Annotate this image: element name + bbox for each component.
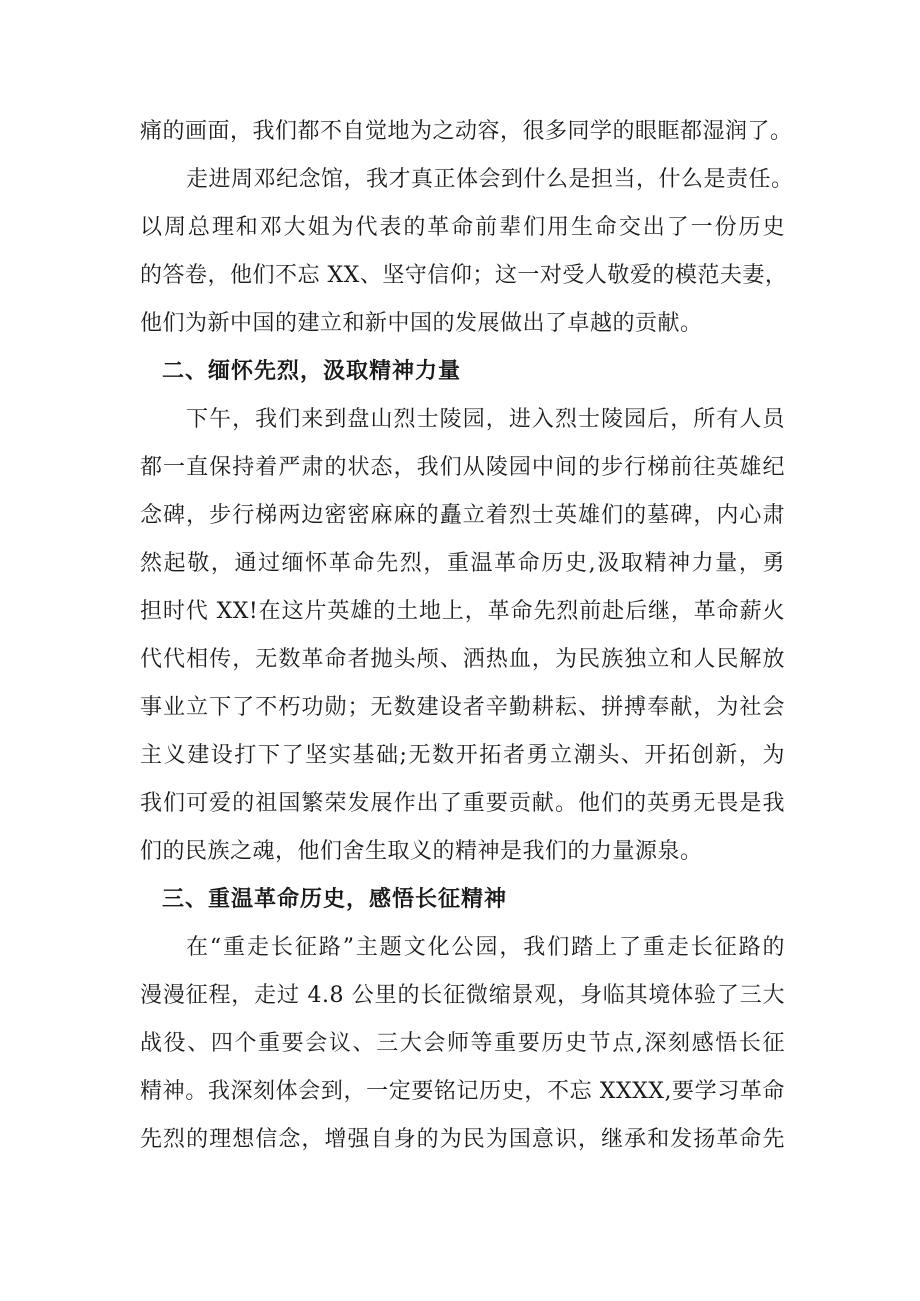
paragraph-line: 先烈的理想信念，增强自身的为民为国意识，继承和发扬革命先	[140, 1127, 785, 1152]
paragraph-line: 我们可爱的祖国繁荣发展作出了重要贡献。他们的英勇无畏是我	[140, 791, 785, 816]
paragraph-line: 都一直保持着严肃的状态，我们从陵园中间的步行梯前往英雄纪	[140, 455, 785, 480]
document-body	[140, 108, 794, 1164]
paragraph-line: 在“重走长征路”主题文化公园，我们踏上了重走长征路的	[186, 935, 785, 960]
paragraph-line: 事业立下了不朽功勋；无数建设者辛勤耕耘、拼搏奉献，为社会	[140, 695, 785, 720]
paragraph-line: 精神。我深刻体会到，一定要铭记历史，不忘 XXXX,要学习革命	[140, 1079, 785, 1104]
paragraph-line: 战役、四个重要会议、三大会师等重要历史节点,深刻感悟长征	[140, 1031, 785, 1056]
paragraph-line: 漫漫征程，走过 4.8 公里的长征微缩景观，身临其境体验了三大	[140, 983, 785, 1008]
paragraph-line: 担时代 XX!在这片英雄的土地上，革命先烈前赴后继，革命薪火	[140, 599, 785, 624]
paragraph-line: 以周总理和邓大姐为代表的革命前辈们用生命交出了一份历史	[140, 215, 785, 240]
paragraph-line: 们的民族之魂，他们舍生取义的精神是我们的力量源泉。	[140, 839, 703, 864]
paragraph-line: 然起敬，通过缅怀革命先烈，重温革命历史,汲取精神力量，勇	[140, 551, 785, 576]
section-heading: 二、缅怀先烈，汲取精神力量	[162, 359, 462, 384]
section-heading: 三、重温革命历史，感悟长征精神	[162, 887, 508, 912]
paragraph-line: 他们为新中国的建立和新中国的发展做出了卓越的贡献。	[140, 311, 703, 336]
paragraph-line: 代代相传，无数革命者抛头颅、洒热血，为民族独立和人民解放	[140, 647, 785, 672]
paragraph-line: 痛的画面，我们都不自觉地为之动容，很多同学的眼眶都湿润了。	[140, 119, 793, 144]
paragraph-line: 的答卷，他们不忘 XX、坚守信仰；这一对受人敬爱的模范夫妻，	[140, 263, 788, 288]
paragraph-line: 主义建设打下了坚实基础;无数开拓者勇立潮头、开拓创新，为	[140, 743, 785, 768]
paragraph-line: 念碑，步行梯两边密密麻麻的矗立着烈士英雄们的墓碑，内心肃	[140, 503, 785, 528]
paragraph-line: 走进周邓纪念馆，我才真正体会到什么是担当，什么是责任。	[186, 167, 794, 192]
paragraph-line: 下午，我们来到盘山烈士陵园，进入烈士陵园后，所有人员	[186, 407, 785, 432]
